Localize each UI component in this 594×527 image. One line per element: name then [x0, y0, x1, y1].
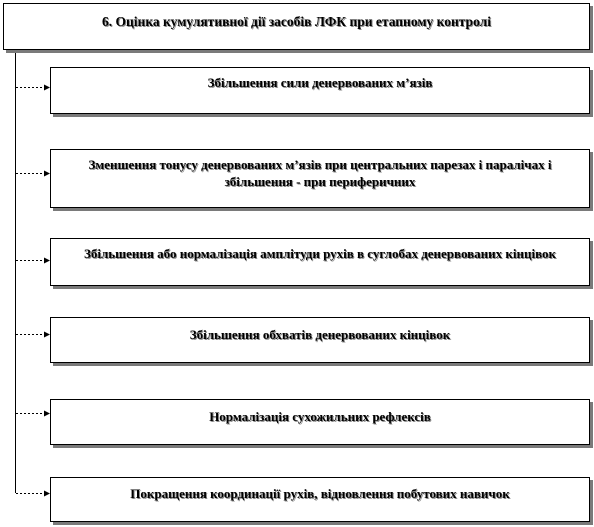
item-label-1: Збільшення сили денервованих м’язів: [207, 75, 433, 90]
item-box-5: [50, 399, 590, 445]
item-box-1: [50, 67, 590, 114]
item-box-6: [50, 477, 590, 522]
item-label-3: Збільшення або нормалізація амплітуди рухів в суглобах денервованих кінцівок: [83, 246, 557, 261]
item-box-3: [50, 238, 590, 286]
item-box-4: [50, 317, 590, 363]
item-box-2: [50, 149, 590, 208]
item-label-6: Покращення координації рухів, відновлення побутових навичок: [130, 486, 510, 501]
diagram-title-box: [3, 3, 590, 50]
diagram-title: 6. Оцінка кумулятивної дії засобів ЛФК при етапному контролі: [102, 14, 491, 29]
item-label-5: Нормалізація сухожильних рефлексів: [209, 409, 431, 424]
item-label-2: Зменшення тонусу денервованих м’язів при центральних парезах і паралічах і збільшення - при периферичних: [88, 157, 552, 189]
item-label-4: Збільшення обхватів денервованих кінцівок: [189, 327, 451, 342]
